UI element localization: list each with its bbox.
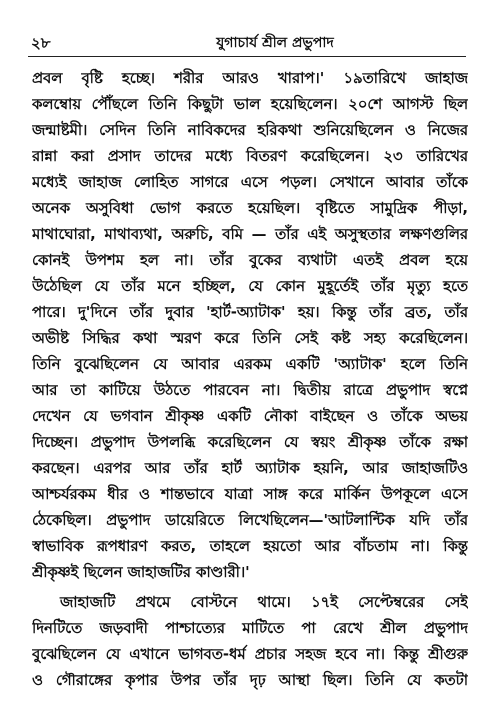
text-line: রান্না করা প্রসাদ তাদের মধ্যে বিতরণ করেছিলেন। ২৩ তারিখের: [32, 148, 468, 165]
text-line: দিনটিতে জড়বাদী পাশ্চাত্যের মাটিতে পা রেখে শ্রীল প্রভুপাদ: [32, 620, 468, 637]
paragraph-1: [32, 66, 468, 586]
text-line: করছেন। এরপর আর তাঁর হার্ট অ্যাটাক হয়নি, আর জাহাজটিও: [32, 460, 468, 477]
text-line: প্রবল বৃষ্টি হচ্ছে। শরীর আরও খারাপ।' ১৯তারিখে জাহাজ: [32, 70, 468, 87]
text-line: মাথাঘোরা, মাথাব্যথা, অরুচি, বমি — তাঁর এই অসুস্থতার লক্ষণগুলির: [32, 226, 468, 243]
text-line: কোনই উপশম হল না। তাঁর বুকের ব্যথাটা এতই প্রবল হয়ে: [32, 252, 468, 269]
running-title: যুগাচার্য শ্রীল প্রভুপাদ: [216, 35, 334, 51]
page-number: ২৮: [31, 34, 51, 52]
text-line: অনেক অসুবিধা ভোগ করতে হয়েছিল। বৃষ্টিতে সামুদ্রিক পীড়া,: [32, 200, 468, 217]
text-line: কলম্বোয় পৌঁছলে তিনি কিছুটা ভাল হয়েছিলেন। ২০শে আগস্ট ছিল: [32, 96, 468, 113]
text-line: তিনি বুঝেছিলেন যে আবার এরকম একটি 'অ্যাটাক' হলে তিনি: [32, 356, 468, 373]
text-line: উঠেছিল যে তাঁর মনে হচ্ছিল, যে কোন মুহূর্তেই তাঁর মৃত্যু হতে: [32, 278, 468, 295]
paragraph-2: [32, 590, 468, 694]
text-line: ঠেকেছিল। প্রভুপাদ ডায়েরিতে লিখেছিলেন—'আটলান্টিক যদি তাঁর: [32, 512, 468, 529]
text-line: শ্রীকৃষ্ণই ছিলেন জাহাজটির কাণ্ডারী।': [32, 564, 250, 581]
text-line: আশ্চর্যরকম ধীর ও শান্তভাবে যাত্রা সাঙ্গ করে মার্কিন উপকূলে এসে: [32, 486, 468, 503]
text-line: মধ্যেই জাহাজ লোহিত সাগরে এসে পড়ল। সেখানে আবার তাঁকে: [32, 174, 468, 191]
text-line: জন্মাষ্টমী। সেদিন তিনি নাবিকদের হরিকথা শুনিয়েছিলেন ও নিজের: [32, 122, 468, 139]
text-line: দেখেন যে ভগবান শ্রীকৃষ্ণ একটি নৌকা বাইছেন ও তাঁকে অভয়: [32, 408, 468, 425]
text-line: ও গৌরাঙ্গের কৃপার উপর তাঁর দৃঢ় আস্থা ছিল। তিনি যে কতটা: [32, 672, 468, 689]
text-line: দিচ্ছেন। প্রভুপাদ উপলব্ধি করেছিলেন যে স্বয়ং শ্রীকৃষ্ণ তাঁকে রক্ষা: [32, 434, 468, 451]
text-line: আর তা কাটিয়ে উঠতে পারবেন না। দ্বিতীয় রাত্রে প্রভুপাদ স্বপ্নে: [32, 382, 468, 399]
body-text: [32, 66, 468, 694]
header-rule: [28, 56, 466, 57]
text-line: অভীষ্ট সিদ্ধির কথা স্মরণ করে তিনি সেই কষ্ট সহ্য করেছিলেন।: [32, 330, 468, 347]
text-line: জাহাজটি প্রথমে বোস্টনে থামে। ১৭ই সেপ্টেম্বরের সেই: [60, 594, 468, 611]
text-line: স্বাভাবিক রূপধারণ করত, তাহলে হয়তো আর বাঁচতাম না। কিন্তু: [32, 538, 468, 555]
text-line: বুঝেছিলেন যে এখানে ভাগবত-ধর্ম প্রচার সহজ হবে না। কিন্তু শ্রীগুরু: [32, 646, 468, 663]
text-line: পারে। দু'দিনে তাঁর দুবার 'হার্ট-অ্যাটাক' হয়। কিন্তু তাঁর ব্রত, তাঁর: [32, 304, 468, 321]
